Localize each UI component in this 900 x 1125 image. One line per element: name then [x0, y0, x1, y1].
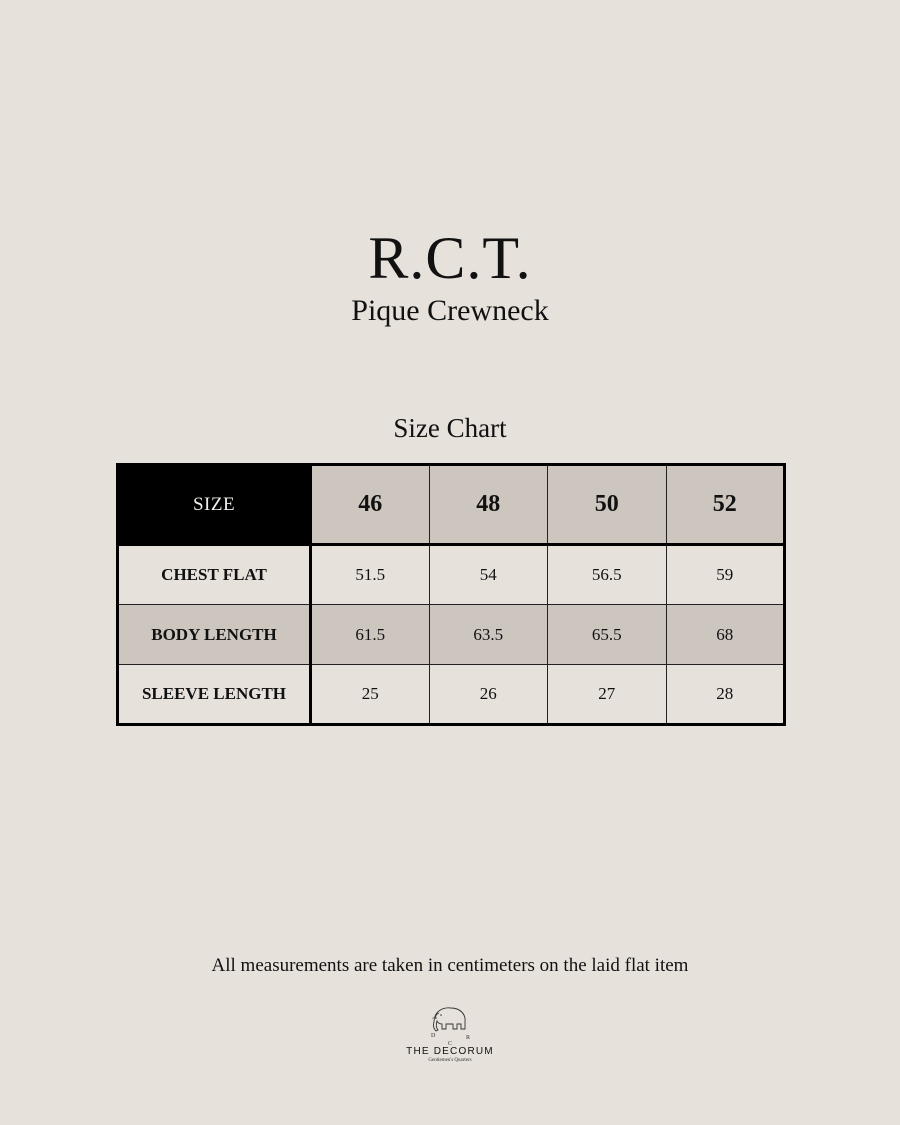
row-label-sleeve-length: SLEEVE LENGTH [118, 665, 311, 725]
table-cell: 56.5 [548, 545, 667, 605]
table-row [118, 665, 785, 725]
logo-letter-d: D [431, 1033, 436, 1039]
brand-title: R.C.T. [368, 225, 532, 291]
brand-logo [400, 1002, 500, 1064]
logo-tagline: Gentlemen's Quarters [428, 1058, 472, 1063]
product-name: Pique Crewneck [351, 294, 549, 327]
size-52-header: 52 [666, 465, 785, 545]
logo-name: THE DECORUM [406, 1046, 494, 1057]
table-cell: 63.5 [429, 605, 548, 665]
logo-letter-r: R [466, 1035, 471, 1041]
elephant-logo-icon [420, 1002, 480, 1046]
row-label-body-length: BODY LENGTH [118, 605, 311, 665]
table-cell: 68 [666, 605, 785, 665]
size-48-header: 48 [429, 465, 548, 545]
table-cell: 27 [548, 665, 667, 725]
table-cell: 28 [666, 665, 785, 725]
measurement-note: All measurements are taken in centimeters on the laid flat item [211, 955, 689, 976]
size-header-row [118, 465, 785, 545]
size-header-label: SIZE [118, 465, 311, 545]
table-cell: 26 [429, 665, 548, 725]
table-cell: 25 [311, 665, 430, 725]
table-cell: 65.5 [548, 605, 667, 665]
table-cell: 61.5 [311, 605, 430, 665]
table-cell: 51.5 [311, 545, 430, 605]
size-chart-title: Size Chart [393, 413, 507, 443]
size-46-header: 46 [311, 465, 430, 545]
row-label-chest-flat: CHEST FLAT [118, 545, 311, 605]
table-row [118, 605, 785, 665]
table-cell: 59 [666, 545, 785, 605]
size-50-header: 50 [548, 465, 667, 545]
table-cell: 54 [429, 545, 548, 605]
logo-letter-c: C [448, 1041, 453, 1046]
size-chart-table [116, 463, 786, 726]
table-row [118, 545, 785, 605]
